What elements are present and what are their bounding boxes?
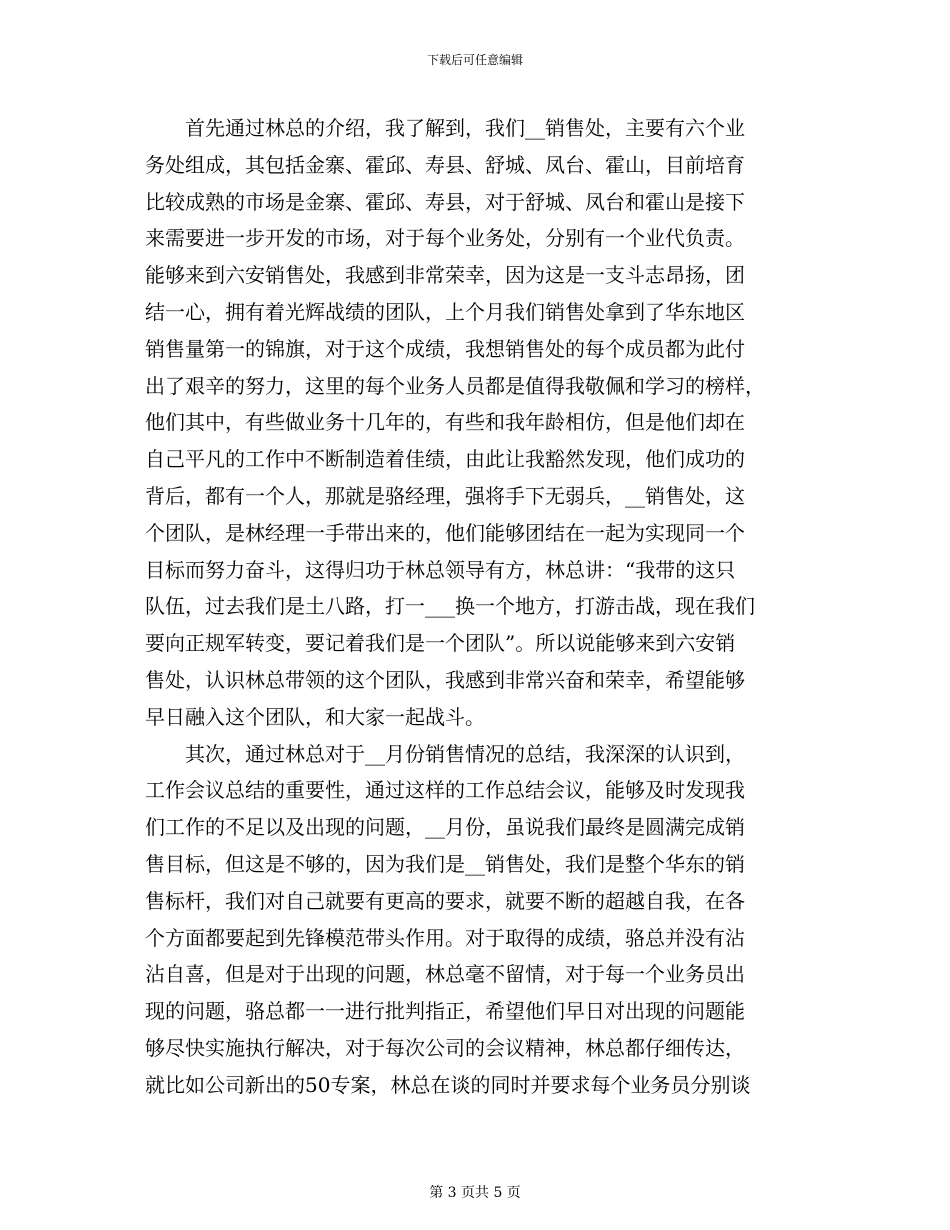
text-line: 其次，通过林总对于__月份销售情况的总结，我深深的认识到， — [185, 741, 745, 766]
text-line: 背后，都有一个人，那就是骆经理，强将手下无弱兵，__销售处，这 — [145, 483, 745, 508]
text-line: 自己平凡的工作中不断制造着佳绩，由此让我豁然发现，他们成功的 — [145, 447, 745, 472]
text-line: 出了艰辛的努力，这里的每个业务人员都是值得我敬佩和学习的榜样， — [145, 373, 765, 398]
page-footer: 第 3 页共 5 页 — [429, 1185, 521, 1201]
text-line: 现的问题，骆总都一一进行批判指正，希望他们早日对出现的问题能 — [145, 999, 745, 1024]
text-line: 比较成熟的市场是金寨、霍邱、寿县，对于舒城、凤台和霍山是接下 — [145, 189, 745, 214]
text-line: 够尽快实施执行解决，对于每次公司的会议精神，林总都仔细传达， — [145, 1035, 745, 1060]
text-line: 要向正规军转变，要记着我们是一个团队”。所以说能够来到六安销 — [145, 631, 736, 656]
page-header: 下载后可任意编辑 — [426, 53, 523, 67]
document-body — [145, 110, 805, 1104]
text-line: 沾自喜，但是对于出现的问题，林总毫不留情，对于每一个业务员出 — [145, 962, 745, 987]
text-line: 售目标，但这是不够的，因为我们是__销售处，我们是整个华东的销 — [145, 851, 745, 876]
paragraph — [145, 736, 805, 1104]
text-line: 能够来到六安销售处，我感到非常荣幸，因为这是一支斗志昂扬，团 — [145, 263, 745, 288]
text-line: 队伍，过去我们是土八路，打一___换一个地方，打游击战，现在我们 — [145, 594, 755, 619]
text-line: 结一心，拥有着光辉战绩的团队，上个月我们销售处拿到了华东地区 — [145, 299, 745, 324]
text-line: 来需要进一步开发的市场，对于每个业务处，分别有一个业代负责。 — [145, 226, 745, 251]
text-line: 工作会议总结的重要性，通过这样的工作总结会议，能够及时发现我 — [145, 778, 745, 803]
text-line: 他们其中，有些做业务十几年的，有些和我年龄相仿，但是他们却在 — [145, 410, 745, 435]
text-line: 们工作的不足以及出现的问题，__月份，虽说我们最终是圆满完成销 — [145, 815, 745, 840]
text-line: 销售量第一的锦旗，对于这个成绩，我想销售处的每个成员都为此付 — [145, 336, 745, 361]
text-line: 务处组成，其包括金寨、霍邱、寿县、舒城、凤台、霍山，目前培育 — [145, 152, 745, 177]
text-line: 目标而努力奋斗，这得归功于林总领导有方，林总讲：“我带的这只 — [145, 557, 736, 582]
text-line: 售标杆，我们对自己就要有更高的要求，就要不断的超越自我，在各 — [145, 888, 745, 913]
text-line: 售处，认识林总带领的这个团队，我感到非常兴奋和荣幸，希望能够 — [145, 667, 745, 692]
text-line: 个方面都要起到先锋模范带头作用。对于取得的成绩，骆总并没有沾 — [145, 925, 745, 950]
paragraph — [145, 110, 805, 257]
text-line: 早日融入这个团队，和大家一起战斗。 — [145, 704, 485, 729]
text-line: 就比如公司新出的50专案，林总在谈的同时并要求每个业务员分别谈 — [145, 1072, 751, 1097]
text-line: 个团队，是林经理一手带出来的，他们能够团结在一起为实现同一个 — [145, 520, 745, 545]
paragraph — [145, 257, 805, 735]
text-line: 首先通过林总的介绍，我了解到，我们__销售处，主要有六个业 — [185, 116, 745, 140]
